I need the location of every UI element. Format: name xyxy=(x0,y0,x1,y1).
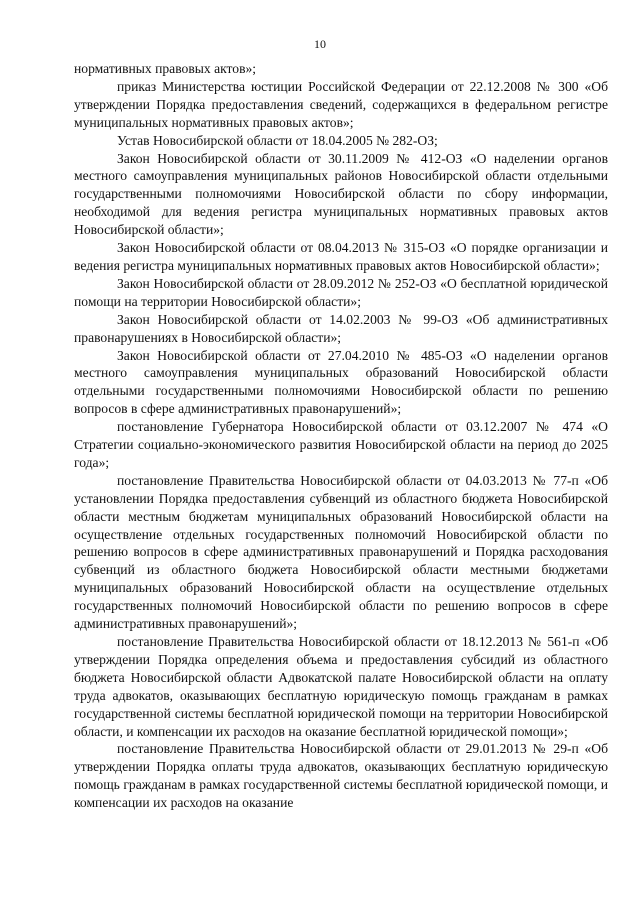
paragraph: нормативных правовых актов»; xyxy=(74,61,257,76)
paragraph: постановление Правительства Новосибирской области от 04.03.2013 № 77-п «Об установлении Порядка предоставления субвенций из областного бюджета Новосибирской области местным бюджетам муниципальных образований Новосибирской области на осуществление отдельных государственных полномочий Новосибирской области по решению вопросов в сфере административных правонарушений и Порядка расходования субвенций из областного бюджета Новосибирской области местными бюджетами муниципальных образований Новосибирской области на осуществление отдельных государственных полномочий Новосибирской области по решению вопросов в сфере административных правонарушений»; xyxy=(74,472,608,632)
paragraph: Закон Новосибирской области от 14.02.2003 № 99-ОЗ «Об административных правонарушениях в Новосибирской области»; xyxy=(74,311,608,345)
paragraph: постановление Правительства Новосибирской области от 18.12.2013 № 561-п «Об утверждении Порядка определения объема и предоставления субсидий из областного бюджета Новосибирской области Адвокатской палате Новосибирской области на оплату труда адвокатов, оказывающих бесплатную юридическую помощь гражданам в рамках государственной системы бесплатной юридической помощи на территории Новосибирской области, и компенсации их расходов на оказание бесплатной юридической помощи»; xyxy=(74,634,608,739)
paragraph: приказ Министерства юстиции Российской Федерации от 22.12.2008 № 300 «Об утверждении Порядка предоставления сведений, содержащихся в федеральном регистре муниципальных нормативных правовых актов»; xyxy=(74,78,608,130)
paragraph: Закон Новосибирской области от 30.11.2009 № 412-ОЗ «О наделении органов местного самоуправления муниципальных районов Новосибирской области отдельными государственными полномочиями Новосибирской области по сбору информации, необходимой для ведения регистра муниципальных нормативных правовых актов Новосибирской области»; xyxy=(74,150,608,238)
paragraph: Закон Новосибирской области от 28.09.2012 № 252-ОЗ «О бесплатной юридической помощи на территории Новосибирской области»; xyxy=(74,275,608,309)
page-number: 10 xyxy=(314,37,326,51)
paragraph: Закон Новосибирской области от 27.04.2010 № 485-ОЗ «О наделении органов местного самоуправления муниципальных образований Новосибирской области отдельными государственными полномочиями Новосибирской области по решению вопросов в сфере административных правонарушений»; xyxy=(74,347,608,417)
paragraph: постановление Правительства Новосибирской области от 29.01.2013 № 29-п «Об утверждении Порядка оплаты труда адвокатов, оказывающих бесплатную юридическую помощь гражданам в рамках государственной системы бесплатной юридической помощи, и компенсации их расходов на оказание xyxy=(74,741,608,811)
document-body xyxy=(74,60,608,812)
paragraph: Закон Новосибирской области от 08.04.2013 № 315-ОЗ «О порядке организации и ведения регистра муниципальных нормативных правовых актов Новосибирской области»; xyxy=(74,240,608,273)
paragraph: постановление Губернатора Новосибирской области от 03.12.2007 № 474 «О Стратегии социально-экономического развития Новосибирской области на период до 2025 года»; xyxy=(74,419,608,470)
paragraph: Устав Новосибирской области от 18.04.2005 № 282-ОЗ; xyxy=(117,132,438,148)
